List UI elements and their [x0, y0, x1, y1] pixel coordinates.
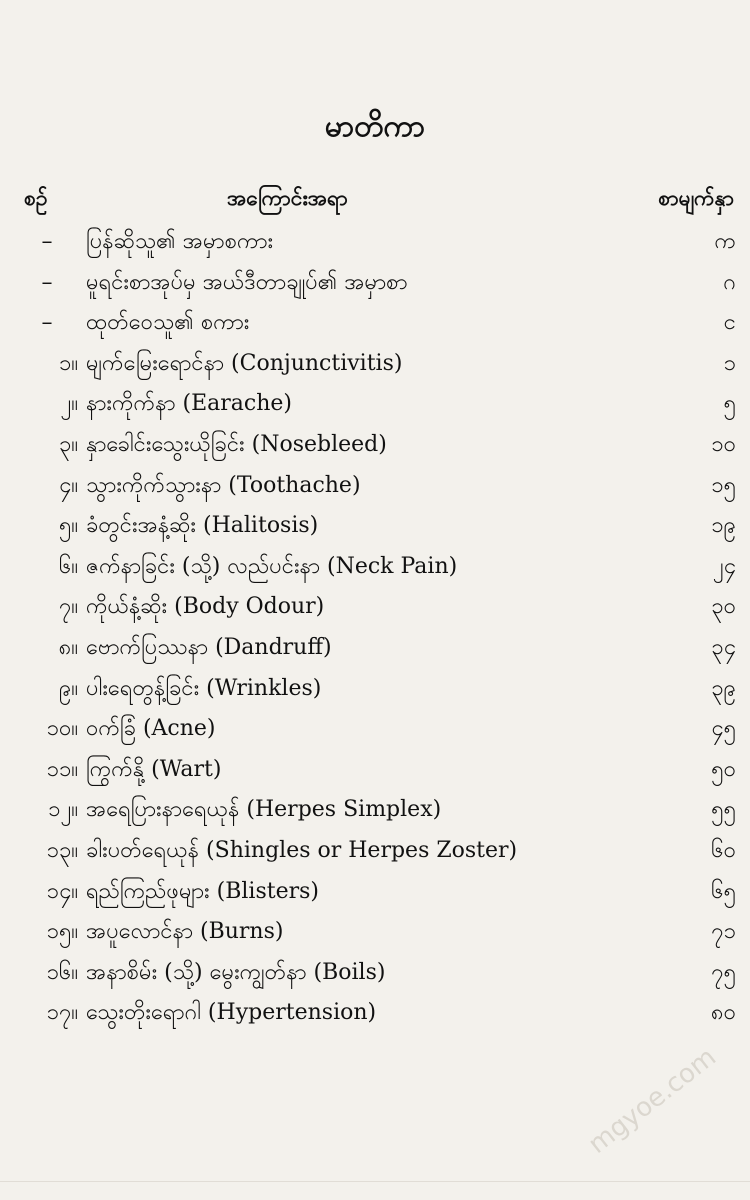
entry-title: နှာခေါင်းသွေးယိုခြင်း (Nosebleed) [86, 431, 387, 457]
entry-page: ၅၅ [711, 797, 736, 823]
entry-number: ၁၇။ [46, 1000, 78, 1026]
toc-entry [24, 587, 736, 628]
entry-title: ထုတ်ဝေသူ၏ စကား [86, 310, 250, 336]
entry-number: – [41, 229, 53, 254]
toc-entry [24, 263, 736, 304]
entry-page: ၄၅ [711, 716, 736, 742]
entry-title: ရည်ကြည်ဖုများ (Blisters) [86, 878, 319, 904]
toc-entry [24, 547, 736, 588]
toc-entry [24, 506, 736, 547]
entry-page: က [714, 229, 736, 254]
entry-title: ကြွက်နို့ (Wart) [86, 756, 222, 782]
toc-entry [24, 222, 736, 263]
page-edge [0, 1181, 750, 1182]
toc-entry [24, 709, 736, 750]
entry-number: ၆။ [58, 553, 78, 579]
entry-page: ၁၅ [711, 472, 736, 498]
entry-number: ၈။ [58, 634, 78, 660]
header-page: စာမျက်နှာ [658, 185, 734, 210]
entry-number: ၁၀။ [46, 716, 78, 742]
entry-page: ၅ [723, 391, 736, 417]
entry-number: – [41, 310, 53, 336]
entry-page: ၇၅ [711, 959, 736, 985]
entry-title: ဗောက်ပြဿနာ (Dandruff) [86, 634, 332, 660]
entry-page: ၁၀ [711, 431, 736, 457]
entry-title: မျက်မြေးရောင်နာ (Conjunctivitis) [86, 350, 403, 376]
entry-title: ပြန်ဆိုသူ၏ အမှာစကား [86, 229, 274, 254]
entry-page: ၃၀ [711, 594, 736, 620]
entry-number: ၇။ [58, 594, 78, 620]
toc-entry [24, 993, 736, 1034]
toc-entry [24, 466, 736, 507]
toc-entry [24, 344, 736, 385]
entry-number: ၁၄။ [46, 878, 78, 904]
entry-page: ၆၅ [711, 878, 736, 904]
entry-title: အနာစိမ်း (သို့) မွေးကျွတ်နာ (Boils) [86, 959, 386, 985]
entry-page: ၆၀ [711, 837, 736, 863]
entry-number: ၁၂။ [48, 797, 78, 823]
entry-title: ကိုယ်နံ့ဆိုး (Body Odour) [86, 594, 325, 620]
toc-entry [24, 750, 736, 791]
toc-header-row [24, 185, 734, 225]
entry-number: ၃။ [58, 431, 78, 457]
entry-title: သွားကိုက်သွားနာ (Toothache) [86, 472, 361, 498]
toc-entry [24, 831, 736, 872]
entry-number: ၄။ [58, 472, 78, 498]
entry-title: ခါးပတ်ရေယုန် (Shingles or Herpes Zoster) [86, 837, 518, 863]
entry-title: နားကိုက်နာ (Earache) [86, 391, 292, 417]
entry-page: ၁ [723, 350, 736, 376]
toc-entry [24, 953, 736, 994]
entry-number: ၁၅။ [46, 919, 78, 945]
entry-title: မူရင်းစာအုပ်မှ အယ်ဒီတာချုပ်၏ အမှာစာ [86, 269, 408, 295]
entry-number: ၂။ [60, 391, 78, 417]
entry-number: – [41, 269, 53, 295]
header-topic: အကြောင်းအရာ [227, 185, 348, 210]
toc-entry [24, 872, 736, 913]
entry-page: င [723, 310, 736, 336]
entry-page: ၈၀ [711, 1000, 736, 1026]
entry-number: ၁၆။ [46, 959, 78, 985]
entry-page: ၂၄ [712, 553, 736, 579]
entry-title: ဇက်နာခြင်း (သို့) လည်ပင်းနာ (Neck Pain) [86, 553, 458, 579]
toc-entry [24, 669, 736, 710]
entry-number: ၁၁။ [46, 756, 78, 782]
entry-number: ၁။ [58, 350, 78, 376]
toc-entry [24, 912, 736, 953]
toc-entry [24, 303, 736, 344]
entry-number: ၅။ [58, 513, 78, 539]
entry-number: ၉။ [58, 675, 78, 701]
bleed-through [0, 0, 750, 200]
entry-page: ၅၀ [711, 756, 736, 782]
entry-title: အပူလောင်နာ (Burns) [86, 919, 284, 945]
entry-page: ၃၉ [711, 675, 736, 701]
entry-title: ခံတွင်းအနံ့ဆိုး (Halitosis) [86, 513, 319, 539]
toc-entry [24, 790, 736, 831]
header-number: စဉ် [24, 185, 48, 210]
entry-page: ဂ [723, 269, 736, 295]
toc-entry [24, 628, 736, 669]
toc-entry [24, 425, 736, 466]
toc-entry [24, 384, 736, 425]
entry-title: ပါးရေတွန့်ခြင်း (Wrinkles) [86, 675, 322, 701]
watermark: mgyoe.com [582, 1042, 722, 1160]
entry-page: ၁၉ [711, 513, 736, 539]
entry-title: ဝက်ခြံ (Acne) [86, 716, 216, 742]
entry-title: သွေးတိုးရောဂါ (Hypertension) [86, 1000, 377, 1026]
page-title: မာတိကာ [324, 109, 426, 144]
entry-number: ၁၃။ [46, 837, 78, 863]
entry-page: ၃၄ [711, 634, 736, 660]
toc-list [24, 222, 736, 1034]
entry-title: အရေပြားနာရေယုန် (Herpes Simplex) [86, 797, 442, 823]
entry-page: ၇၁ [711, 919, 736, 945]
